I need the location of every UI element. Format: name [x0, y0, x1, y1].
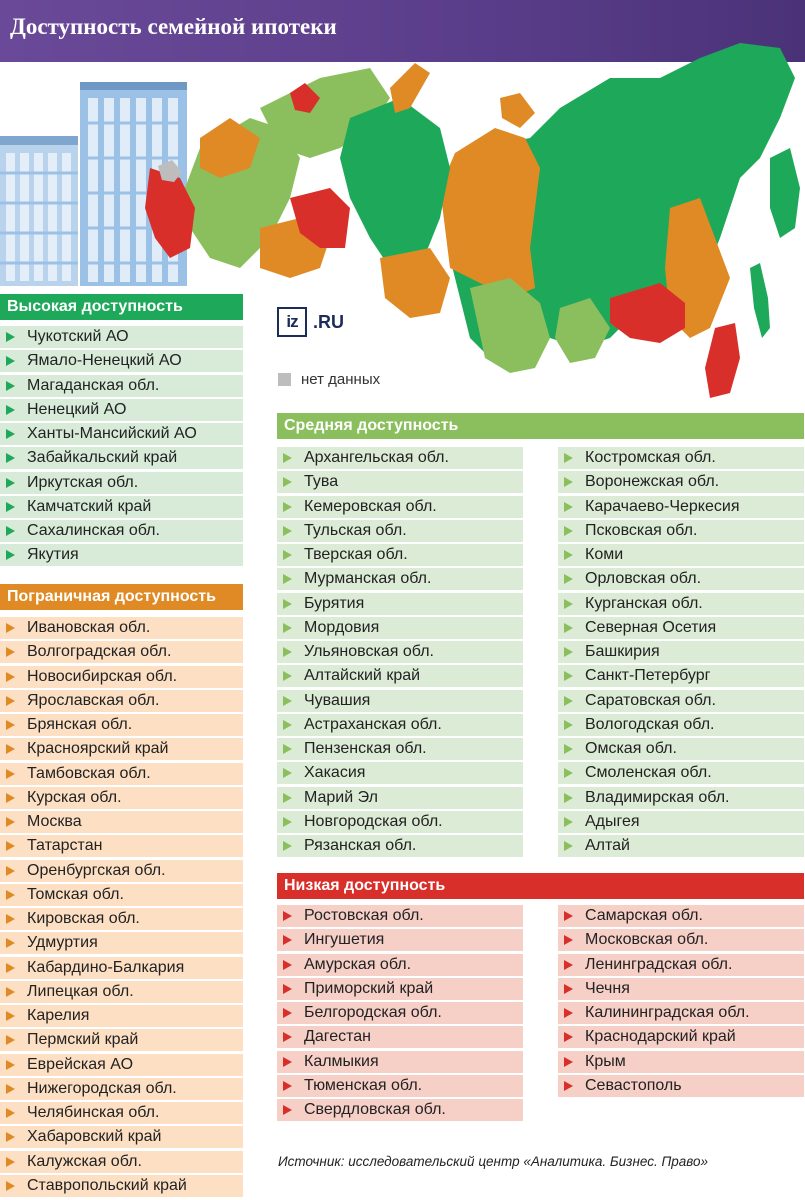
region-list-item	[0, 399, 243, 421]
region-name: Алтайский край	[304, 667, 421, 685]
region-name: Чувашия	[304, 691, 371, 709]
region-list-item	[277, 520, 523, 542]
triangle-arrow-icon	[283, 502, 292, 512]
triangle-arrow-icon	[6, 502, 15, 512]
legend-no-data	[278, 371, 380, 388]
triangle-arrow-icon	[564, 841, 573, 851]
region-name: Калужская обл.	[27, 1152, 142, 1170]
triangle-arrow-icon	[564, 744, 573, 754]
region-list-item	[0, 714, 243, 736]
triangle-arrow-icon	[283, 793, 292, 803]
triangle-arrow-icon	[564, 817, 573, 827]
region-list-item	[0, 666, 243, 688]
triangle-arrow-icon	[283, 671, 292, 681]
region-name: Пермский край	[27, 1031, 139, 1049]
region-name: Карелия	[27, 1007, 90, 1024]
triangle-arrow-icon	[564, 647, 573, 657]
region-name: Мордовия	[304, 618, 380, 636]
triangle-arrow-icon	[6, 453, 15, 463]
region-list-item	[558, 811, 804, 833]
region-name: Московская обл.	[585, 931, 709, 949]
triangle-arrow-icon	[564, 574, 573, 584]
region-name: Ростовская обл.	[304, 907, 424, 924]
triangle-arrow-icon	[283, 817, 292, 827]
region-list-item	[0, 1005, 243, 1027]
triangle-arrow-icon	[6, 332, 15, 342]
region-list-item	[558, 544, 804, 566]
region-name: Ямало-Ненецкий АО	[27, 352, 182, 370]
region-list-item	[277, 1026, 523, 1048]
triangle-arrow-icon	[564, 502, 573, 512]
region-list-item	[277, 714, 523, 736]
region-list-item	[277, 1002, 523, 1024]
triangle-arrow-icon	[6, 793, 15, 803]
region-list-item	[277, 1099, 523, 1121]
triangle-arrow-icon	[564, 477, 573, 487]
region-name: Астраханская обл.	[304, 715, 442, 733]
region-name: Калининградская обл.	[585, 1004, 750, 1021]
region-name: Санкт-Петербург	[585, 667, 711, 685]
region-list-item	[277, 471, 523, 493]
region-list-item	[558, 905, 804, 927]
section-high-header: Высокая доступность	[0, 294, 243, 320]
region-list-item	[558, 1051, 804, 1073]
region-name: Самарская обл.	[585, 907, 703, 924]
region-name: Камчатский край	[27, 497, 152, 515]
region-name: Тверская обл.	[304, 546, 408, 563]
region-list-item	[558, 520, 804, 542]
region-name: Мурманская обл.	[304, 570, 432, 588]
region-list-item	[0, 617, 243, 639]
region-list-item	[277, 544, 523, 566]
region-name: Ульяновская обл.	[304, 643, 434, 660]
region-name: Ярославская обл.	[27, 691, 160, 709]
triangle-arrow-icon	[6, 647, 15, 657]
triangle-arrow-icon	[6, 720, 15, 730]
region-list-item	[0, 1029, 243, 1051]
logo-text: .RU	[313, 311, 344, 332]
region-name: Тульская обл.	[304, 521, 407, 539]
region-name: Тува	[304, 473, 339, 491]
region-name: Кабардино-Балкария	[27, 958, 185, 976]
region-name: Адыгея	[585, 812, 640, 830]
region-list-item	[558, 471, 804, 493]
triangle-arrow-icon	[564, 696, 573, 706]
region-list-item	[0, 908, 243, 930]
region-name: Башкирия	[585, 643, 660, 660]
triangle-arrow-icon	[6, 526, 15, 536]
region-list-item	[277, 447, 523, 469]
region-list-item	[558, 617, 804, 639]
region-list-item	[0, 1078, 243, 1100]
triangle-arrow-icon	[6, 1108, 15, 1118]
triangle-arrow-icon	[283, 574, 292, 584]
region-name: Амурская обл.	[304, 955, 412, 973]
region-list-item	[558, 1075, 804, 1097]
triangle-arrow-icon	[6, 890, 15, 900]
region-name: Удмуртия	[27, 934, 98, 952]
region-list-item	[277, 665, 523, 687]
region-list-item	[0, 763, 243, 785]
region-list-item	[0, 932, 243, 954]
region-name: Карачаево-Черкесия	[585, 497, 740, 515]
triangle-arrow-icon	[564, 720, 573, 730]
region-name: Чечня	[585, 979, 630, 997]
region-list-item	[558, 690, 804, 712]
triangle-arrow-icon	[6, 938, 15, 948]
region-list-item	[0, 641, 243, 663]
region-list-item	[558, 641, 804, 663]
triangle-arrow-icon	[564, 526, 573, 536]
region-list-item	[558, 593, 804, 615]
region-list-item	[558, 714, 804, 736]
region-name: Ханты-Мансийский АО	[27, 425, 197, 442]
region-name: Ингушетия	[304, 931, 385, 949]
region-name: Красноярский край	[27, 740, 169, 758]
region-name: Марий Эл	[304, 788, 378, 806]
region-name: Коми	[585, 546, 624, 563]
list-low-col1	[277, 905, 523, 1123]
region-list-item	[558, 787, 804, 809]
triangle-arrow-icon	[283, 984, 292, 994]
region-list-item	[277, 811, 523, 833]
triangle-arrow-icon	[564, 984, 573, 994]
triangle-arrow-icon	[6, 1011, 15, 1021]
triangle-arrow-icon	[283, 477, 292, 487]
map-region-high-north	[340, 98, 450, 268]
list-low-col2	[558, 905, 804, 1099]
triangle-arrow-icon	[6, 817, 15, 827]
region-name: Липецкая обл.	[27, 982, 134, 1000]
triangle-arrow-icon	[564, 793, 573, 803]
region-name: Сахалинская обл.	[27, 522, 160, 539]
map-region-kamchatka	[770, 148, 800, 238]
region-name: Татарстан	[27, 837, 103, 855]
region-name: Иркутская обл.	[27, 473, 139, 491]
region-list-item	[0, 1054, 243, 1076]
triangle-arrow-icon	[564, 1081, 573, 1091]
triangle-arrow-icon	[564, 550, 573, 560]
triangle-arrow-icon	[6, 866, 15, 876]
region-list-item	[0, 423, 243, 445]
map-region-taymyr	[500, 93, 535, 128]
triangle-arrow-icon	[283, 1008, 292, 1018]
region-name: Дагестан	[304, 1028, 371, 1046]
region-name: Еврейская АО	[27, 1055, 134, 1073]
triangle-arrow-icon	[564, 453, 573, 463]
region-list-item	[0, 520, 243, 542]
region-list-item	[277, 593, 523, 615]
region-name: Вологодская обл.	[585, 715, 715, 733]
region-list-item	[277, 835, 523, 857]
triangle-arrow-icon	[6, 1157, 15, 1167]
region-name: Архангельская обл.	[304, 449, 449, 466]
triangle-arrow-icon	[283, 623, 292, 633]
section-low-header: Низкая доступность	[277, 873, 804, 899]
no-data-swatch	[278, 373, 291, 386]
region-name: Якутия	[27, 546, 79, 564]
triangle-arrow-icon	[6, 381, 15, 391]
triangle-arrow-icon	[6, 696, 15, 706]
region-name: Свердловская обл.	[304, 1101, 446, 1118]
triangle-arrow-icon	[564, 623, 573, 633]
region-list-item	[558, 496, 804, 518]
region-list-item	[558, 762, 804, 784]
region-name: Владимирская обл.	[585, 788, 730, 806]
iz-ru-logo	[277, 307, 344, 337]
region-list-item	[558, 929, 804, 951]
region-name: Курганская обл.	[585, 594, 703, 612]
triangle-arrow-icon	[6, 1132, 15, 1142]
region-list-item	[277, 905, 523, 927]
triangle-arrow-icon	[283, 911, 292, 921]
triangle-arrow-icon	[283, 1057, 292, 1067]
map-region-border-siberia	[380, 248, 450, 318]
region-name: Брянская обл.	[27, 716, 133, 733]
region-name: Чукотский АО	[27, 328, 129, 345]
region-list-item	[0, 1175, 243, 1197]
triangle-arrow-icon	[564, 768, 573, 778]
map-region-sakhalin	[750, 263, 770, 338]
region-name: Севастополь	[585, 1076, 682, 1094]
triangle-arrow-icon	[283, 960, 292, 970]
region-name: Ненецкий АО	[27, 400, 127, 418]
region-name: Волгоградская обл.	[27, 643, 172, 661]
triangle-arrow-icon	[283, 1032, 292, 1042]
region-list-item	[277, 568, 523, 590]
region-list-item	[558, 738, 804, 760]
region-name: Воронежская обл.	[585, 473, 720, 491]
triangle-arrow-icon	[6, 405, 15, 415]
triangle-arrow-icon	[283, 744, 292, 754]
region-name: Москва	[27, 813, 82, 830]
region-list-item	[0, 957, 243, 979]
region-list-item	[0, 884, 243, 906]
region-name: Хабаровский край	[27, 1128, 162, 1146]
region-list-item	[0, 472, 243, 494]
triangle-arrow-icon	[6, 623, 15, 633]
region-name: Краснодарский край	[585, 1028, 736, 1046]
region-list-item	[277, 1075, 523, 1097]
region-name: Алтай	[585, 837, 630, 854]
region-list-item	[0, 375, 243, 397]
triangle-arrow-icon	[6, 744, 15, 754]
region-list-item	[558, 1026, 804, 1048]
map-region-low-primorye	[705, 323, 740, 398]
section-mid-header: Средняя доступность	[277, 413, 804, 439]
region-name: Нижегородская обл.	[27, 1079, 177, 1097]
triangle-arrow-icon	[6, 987, 15, 997]
triangle-arrow-icon	[283, 1105, 292, 1115]
region-list-item	[277, 617, 523, 639]
region-name: Челябинская обл.	[27, 1104, 160, 1121]
list-high	[0, 326, 243, 569]
triangle-arrow-icon	[6, 963, 15, 973]
map-region-novaya-zemlya	[390, 63, 430, 113]
region-list-item	[277, 690, 523, 712]
region-name: Ставропольский край	[27, 1176, 187, 1194]
region-list-item	[277, 787, 523, 809]
region-name: Псковская обл.	[585, 521, 698, 539]
list-mid-col2	[558, 447, 804, 859]
region-list-item	[558, 954, 804, 976]
region-name: Белгородская обл.	[304, 1004, 442, 1021]
triangle-arrow-icon	[6, 1060, 15, 1070]
triangle-arrow-icon	[6, 769, 15, 779]
region-list-item	[0, 690, 243, 712]
region-name: Курская обл.	[27, 788, 122, 806]
logo-mark: iz	[277, 307, 307, 337]
region-list-item	[277, 978, 523, 1000]
triangle-arrow-icon	[6, 429, 15, 439]
region-list-item	[0, 738, 243, 760]
region-list-item	[558, 568, 804, 590]
region-list-item	[277, 1051, 523, 1073]
region-list-item	[558, 447, 804, 469]
region-list-item	[0, 835, 243, 857]
triangle-arrow-icon	[6, 550, 15, 560]
region-list-item	[0, 544, 243, 566]
region-name: Бурятия	[304, 594, 365, 612]
triangle-arrow-icon	[564, 935, 573, 945]
triangle-arrow-icon	[283, 720, 292, 730]
region-list-item	[0, 811, 243, 833]
region-name: Оренбургская обл.	[27, 861, 166, 879]
triangle-arrow-icon	[6, 356, 15, 366]
region-name: Забайкальский край	[27, 449, 178, 467]
region-list-item	[277, 738, 523, 760]
region-list-item	[277, 496, 523, 518]
region-name: Смоленская обл.	[585, 764, 712, 782]
region-list-item	[277, 641, 523, 663]
triangle-arrow-icon	[6, 672, 15, 682]
region-name: Орловская обл.	[585, 570, 702, 588]
triangle-arrow-icon	[283, 1081, 292, 1091]
triangle-arrow-icon	[283, 935, 292, 945]
page-title: Доступность семейной ипотеки	[10, 14, 337, 39]
region-name: Новгородская обл.	[304, 812, 443, 830]
region-list-item	[558, 1002, 804, 1024]
section-border-header: Пограничная доступность	[0, 584, 243, 610]
region-list-item	[0, 860, 243, 882]
triangle-arrow-icon	[564, 1057, 573, 1067]
region-name: Тюменская обл.	[304, 1076, 423, 1094]
region-name: Саратовская обл.	[585, 691, 716, 709]
region-name: Северная Осетия	[585, 618, 717, 636]
region-list-item	[0, 350, 243, 372]
triangle-arrow-icon	[283, 550, 292, 560]
triangle-arrow-icon	[283, 768, 292, 778]
list-border	[0, 617, 243, 1199]
triangle-arrow-icon	[6, 478, 15, 488]
region-name: Калмыкия	[304, 1052, 379, 1070]
triangle-arrow-icon	[564, 1008, 573, 1018]
region-name: Новосибирская обл.	[27, 667, 178, 685]
region-list-item	[0, 981, 243, 1003]
triangle-arrow-icon	[564, 1032, 573, 1042]
region-list-item	[0, 326, 243, 348]
region-list-item	[558, 978, 804, 1000]
region-list-item	[0, 496, 243, 518]
region-name: Магаданская обл.	[27, 376, 160, 394]
source-note: Источник: исследовательский центр «Аналитика. Бизнес. Право»	[278, 1154, 709, 1169]
triangle-arrow-icon	[283, 526, 292, 536]
region-name: Томская обл.	[27, 885, 124, 903]
region-name: Кемеровская обл.	[304, 497, 437, 515]
legend-no-data-label: нет данных	[301, 371, 381, 388]
region-list-item	[277, 954, 523, 976]
region-list-item	[0, 787, 243, 809]
region-name: Крым	[585, 1052, 626, 1070]
triangle-arrow-icon	[283, 599, 292, 609]
region-list-item	[0, 447, 243, 469]
region-name: Омская обл.	[585, 740, 677, 757]
region-name: Хакасия	[304, 764, 366, 782]
triangle-arrow-icon	[564, 911, 573, 921]
region-list-item	[277, 929, 523, 951]
region-name: Костромская обл.	[585, 449, 716, 466]
triangle-arrow-icon	[564, 960, 573, 970]
region-name: Тамбовская обл.	[27, 764, 151, 782]
triangle-arrow-icon	[283, 696, 292, 706]
region-list-item	[277, 762, 523, 784]
triangle-arrow-icon	[283, 453, 292, 463]
region-name: Рязанская обл.	[304, 837, 417, 854]
region-name: Приморский край	[304, 979, 434, 997]
region-list-item	[0, 1151, 243, 1173]
region-list-item	[558, 835, 804, 857]
triangle-arrow-icon	[564, 599, 573, 609]
region-name: Кировская обл.	[27, 910, 140, 927]
list-mid-col1	[277, 447, 523, 859]
region-list-item	[558, 665, 804, 687]
region-name: Ленинградская обл.	[585, 955, 733, 973]
region-list-item	[0, 1102, 243, 1124]
triangle-arrow-icon	[6, 1181, 15, 1191]
region-list-item	[0, 1126, 243, 1148]
triangle-arrow-icon	[6, 1035, 15, 1045]
region-name: Пензенская обл.	[304, 740, 427, 757]
triangle-arrow-icon	[283, 841, 292, 851]
triangle-arrow-icon	[6, 1084, 15, 1094]
region-name: Ивановская обл.	[27, 619, 151, 636]
triangle-arrow-icon	[6, 841, 15, 851]
triangle-arrow-icon	[6, 914, 15, 924]
triangle-arrow-icon	[283, 647, 292, 657]
triangle-arrow-icon	[564, 671, 573, 681]
